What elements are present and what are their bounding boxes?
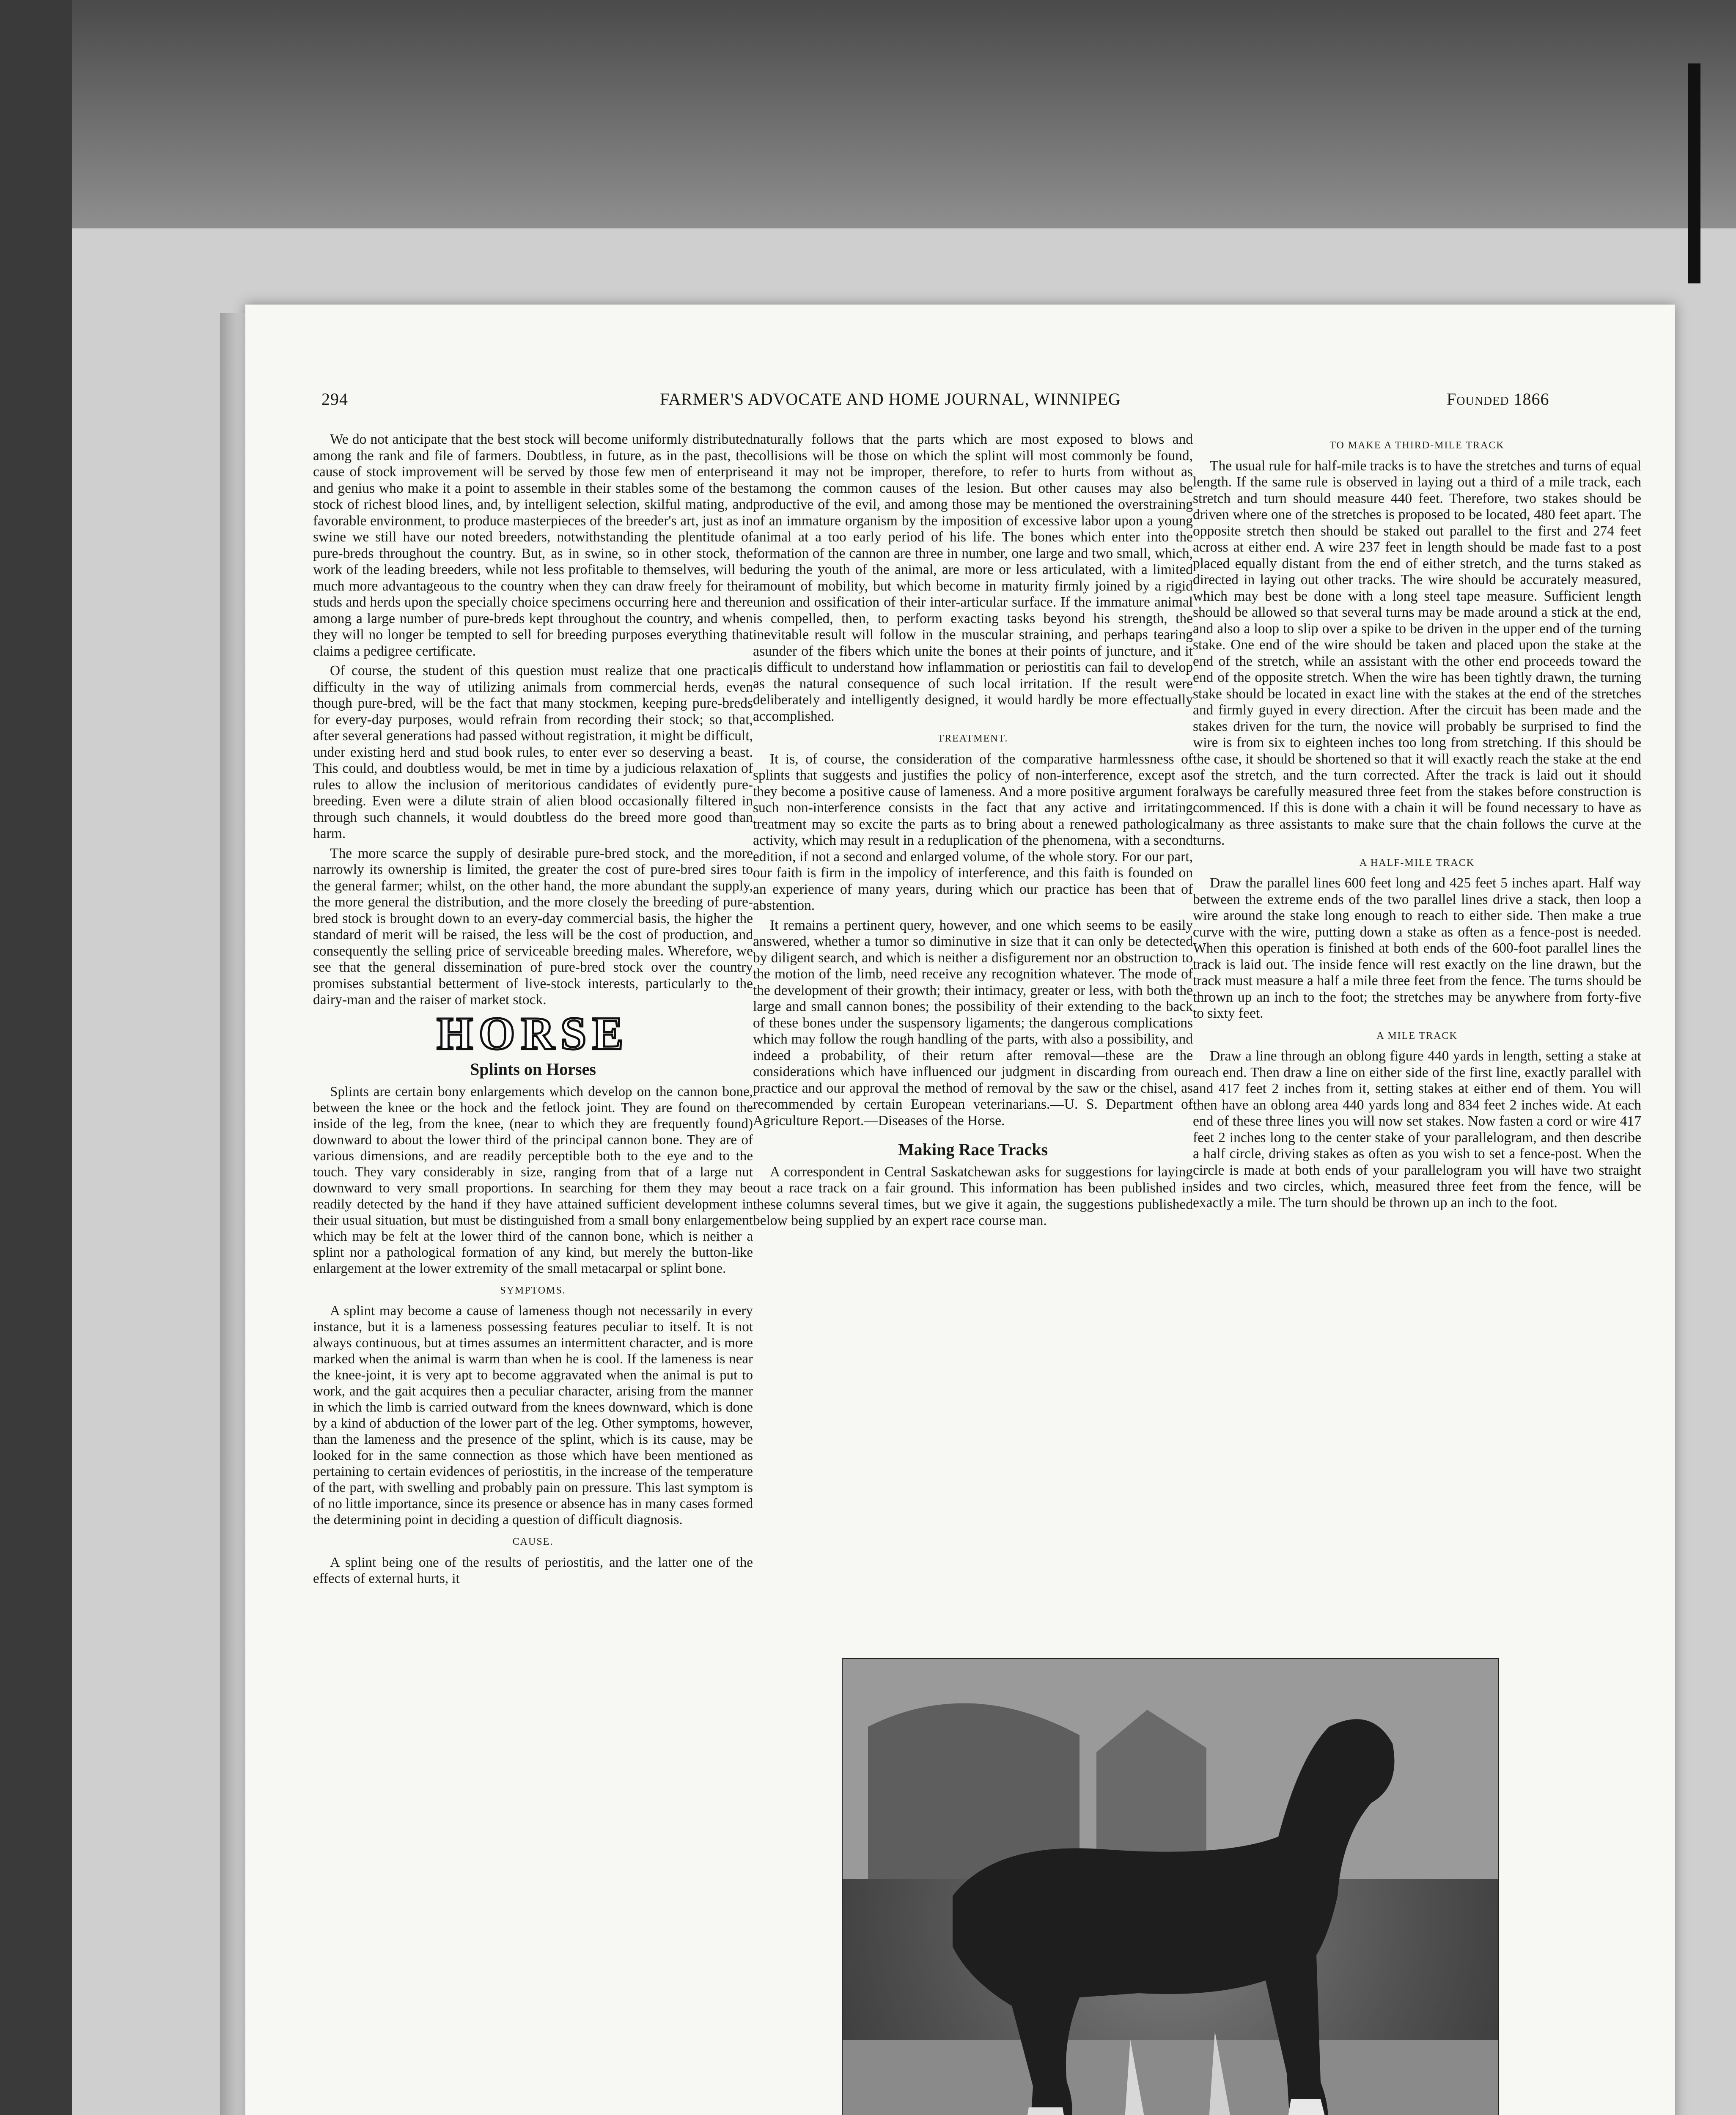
running-title: FARMER'S ADVOCATE AND HOME JOURNAL, WINNIPEG [660, 390, 1121, 409]
subheading: SYMPTOMS. [500, 1285, 566, 1296]
subheading: A MILE TRACK [1376, 1030, 1458, 1041]
scan-dark-top-area [0, 0, 1736, 228]
article-title: Making Race Tracks [898, 1140, 1048, 1159]
article-title: Splints on Horses [470, 1060, 596, 1079]
page-number: 294 [321, 390, 348, 409]
scan-dark-left-edge [0, 0, 72, 2115]
paragraph: A correspondent in Central Saskatchewan asks for suggestions for laying out a race track on a fair ground. This information has been published in these columns several times, but we give it again, the suggestions published below being supplied by an expert race course man. [753, 1164, 1193, 1228]
subheading: CAUSE. [512, 1536, 554, 1547]
paragraph: It is, of course, the consideration of the comparative harmlessness of splints that suggests and justifies the policy of non-interference, except as they become a positive cause of lameness. And a more positive argument for such non-interference consists in the fact that any active and irritating treatment may so excite the parts as to bring about a renewed pathological activity, which may result in a reduplication of the phenomena, with a second edition, if not a second and enlarged volume, of the whole story. For our part, our faith is firm in the impolicy of interference, and this faith is founded on an experience of many years, during which our practice has been that of abstention. [753, 751, 1193, 913]
section-banner: HORSE [437, 1007, 629, 1059]
paragraph: Splints are certain bony enlargements which develop on the cannon bone, between the knee or the hock and the fetlock joint. They are found on the inside of the leg, from the knee, (near to which they are frequently found) downward to about the lower third of the principal cannon bone. They are of various dimensions, and are readily perceptible both to the eye and to the touch. They vary considerably in size, ranging from that of a large nut downward to very small proportions. In searching for them they may be readily detected by the hand if they have attained sufficient development in their usual situation, but must be distinguished from a small bony enlargement which may be felt at the lower third of the cannon bone, which is neither a splint nor a pathological formation of any kind, but merely the button-like enlargement at the lower extremity of the small metacarpal or splint bone. [313, 1084, 753, 1276]
subheading: TO MAKE A THIRD-MILE TRACK [1329, 440, 1505, 451]
paragraph: Of course, the student of this question must realize that one practical difficulty in the way of utilizing animals from commercial herds, even though pure-bred, will be the fact that many stockmen, keeping pure-breds for every-day purposes, would refrain from recording their stock; so that, after several generations had passed without registration, it might be difficult, under existing herd and stud book rules, to enter ever so deserving a beast. This could, and doubtless would, be met in time by a judicious relaxation of rules to allow the inclusion of meritorious candidates of evidently pure-breeding. Even were a dilute strain of alien blood occasionally filtered in through such channels, it would doubtless do the breed more good than harm. [313, 663, 753, 841]
paragraph: Draw a line through an oblong figure 440 yards in length, setting a stake at each end. Then draw a line on either side of the first line, exactly parallel with and 417 feet 2 inches from it, setting stakes at either end of them. You will then have an oblong area 440 yards long and 834 feet 2 inches wide. At each end of these three lines you will now set stakes. Now fasten a cord or wire 417 feet 2 inches long to the center stake of your parallelogram, and then describe a half circle, driving stakes as often as you wish to set a fence-post. When the circle is made at both ends of your parallelogram you will have two straight sides and two circles, which, measured three feet from the fence, will be exactly a mile. The turn should be thrown up an inch to the foot. [1193, 1048, 1641, 1211]
left-column [313, 431, 753, 1590]
right-column [1193, 431, 1641, 1214]
horse-silhouette-icon [843, 1659, 1498, 2115]
horse-photograph [842, 1658, 1499, 2115]
paragraph: naturally follows that the parts which are most exposed to blows and collisions will be those on which the splint will most commonly be found, and it may not be improper, therefore, to refer to hurts from without as among the common causes of the lesion. But other causes may also be productive of the evil, and among those may be mentioned the overstraining of an immature organism by the imposition of excessive labor upon a young animal at a too early period of his life. The bones which enter into the formation of the cannon are three in number, one large and two small, which, during the youth of the animal, are more or less articulated, with a limited amount of mobility, but which become in maturity firmly joined by a rigid union and ossification of their inter-articular surface. If the immature animal is compelled, then, to perform exacting tasks beyond his strength, the inevitable result will follow in the muscular straining, and perhaps tearing asunder of the fibers which unite the bones at their points of juncture, and it is difficult to understand how inflammation or periostitis can fail to develop as the natural consequence of such local irritation. If the result were deliberately and intelligently designed, it would hardly be more effectually accomplished. [753, 431, 1193, 724]
paragraph: A splint being one of the results of periostitis, and the latter one of the effects of external hurts, it [313, 1555, 753, 1586]
paragraph: The more scarce the supply of desirable pure-bred stock, and the more narrowly its ownership is limited, the greater the cost of pure-bred sires to the general farmer; whilst, on the other hand, the more abundant the supply, the more general the distribution, and the more closely the breeding of pure-bred stock is brought down to an every-day commercial basis, the higher the standard of merit will be raised, the less will be the cost of production, and consequently the selling price of serviceable breeding males. Wherefore, we see that the general dissemination of pure-bred stock over the country promises substantial betterment of live-stock interests, particularly to the dairy-man and the raiser of market stock. [313, 845, 753, 1008]
paragraph: We do not anticipate that the best stock will become uniformly distributed among the rank and file of farmers. Doubtless, in future, as in the past, the cause of stock improvement will be served by those few men of enterprise and genius who make it a point to assemble in their stables some of the best stock of richest blood lines, and, by intelligent selection, skilful mating, and favorable environment, to produce masterpieces of the breeder's art, just as in swine we still have our noted breeders, notwithstanding the plentitude of pure-breds throughout the country. But, as in swine, so in other stock, the work of the leading breeders, while not less profitable to themselves, will be much more advantageous to the country when they can draw freely for their studs and herds upon the specially choice specimens occurring here and there among a large number of pure-breds kept throughout the country, and when they will no longer be tempted to sell for breeding purposes everything that claims a pedigree certificate. [313, 431, 753, 659]
subheading: TREATMENT. [937, 733, 1008, 744]
paragraph: A splint may become a cause of lameness though not necessarily in every instance, but it is a lameness possessing features peculiar to itself. It is not always continuous, but at times assumes an intermittent character, and is more marked when the animal is warm than when he is cool. If the lameness is near the knee-joint, it is very apt to become aggravated when the animal is put to work, and the gait acquires then a peculiar character, arising from the manner in which the limb is carried outward from the knees downward, which is done by a kind of abduction of the lower part of the leg. Other symptoms, however, than the lameness and the presence of the splint, which is its cause, may be looked for in the same connection as those which have been mentioned as pertaining to certain evidences of periostitis, in the increase of the temperature of the part, with swelling and probably pain on pressure. This last symptom is of no little importance, since its presence or absence has in many cases formed the determining point in deciding a question of difficult diagnosis. [313, 1303, 753, 1527]
scan-edge-strip [1688, 63, 1700, 283]
paragraph: The usual rule for half-mile tracks is to have the stretches and turns of equal length. If the same rule is observed in laying out a third of a mile track, each stretch and turn should measure 440 feet. Therefore, two stakes should be driven where one of the stretches is proposed to be located, 480 feet apart. The opposite stretch then should be staked out parallel to the first and 274 feet across at either end. A wire 237 feet in length should be made fast to a post placed equally distant from the end of either stretch, and the turns staked as directed in laying out other tracks. The wire should be accurately measured, which may best be done with a long steel tape measure. Sufficient length should be allowed so that several turns may be made around a stick at the end, and also a loop to slip over a spike to be driven in the upper end of the turning stake. One end of the wire should be taken and placed upon the stake at the end of the stretch, while an assistant with the other end proceeds toward the end of the opposite stretch. When the wire has been tightly drawn, the turning stake should be located in exact line with the stakes at the end of the stretches and firmly guyed in every direction. After the circuit has been made and the stakes driven for the turn, the novice will probably be surprised to find the wire is from six to eighteen inches too long from stretching. If this should be the case, it should be shortened so that it will exactly reach the stake at the end of the stretch, and the turn corrected. After the track is laid out it should always be carefully measured three feet from the stakes before construction is commenced. If this is done with a chain it will be found necessary to have as many as three assistants to make sure that the chain follows the curve at the turns. [1193, 458, 1641, 848]
subheading: A HALF-MILE TRACK [1359, 857, 1475, 868]
middle-column [753, 431, 1193, 1233]
paragraph: Draw the parallel lines 600 feet long and 425 feet 5 inches apart. Half way between the extreme ends of the two parallel lines drive a stack, then loop a wire around the stake long enough to reach to either side. Then make a true curve with the wire, putting down a stake as often as a fence-post is needed. When this operation is finished at both ends of the 600-foot parallel lines the track is laid out. The inside fence will rest exactly on the line drawn, but the track must measure a half a mile three feet from the fence. The turns should be thrown up an inch to the foot; the stretches may be anywhere from forty-five to sixty feet. [1193, 875, 1641, 1021]
founded-note: Founded 1866 [1447, 390, 1549, 409]
paragraph: It remains a pertinent query, however, and one which seems to be easily answered, whether a tumor so diminutive in size that it can only be detected by diligent search, and which is neither a disfigurement nor an obstruction to the motion of the limb, need receive any recognition whatever. The mode of the development of their growth; their intimacy, greater or less, with both the large and small cannon bones; the possibility of their extending to the back of these bones under the suspensory ligaments; the dangerous complications which may follow the rough handling of the parts, with also a possibility, and indeed a probability, of their return after removal—these are the considerations which have influenced our judgment in discarding from our practice and our approval the method of removal by the saw or the chisel, as recommended by certain European veterinarians.—U. S. Department of Agriculture Report.—Diseases of the Horse. [753, 917, 1193, 1129]
